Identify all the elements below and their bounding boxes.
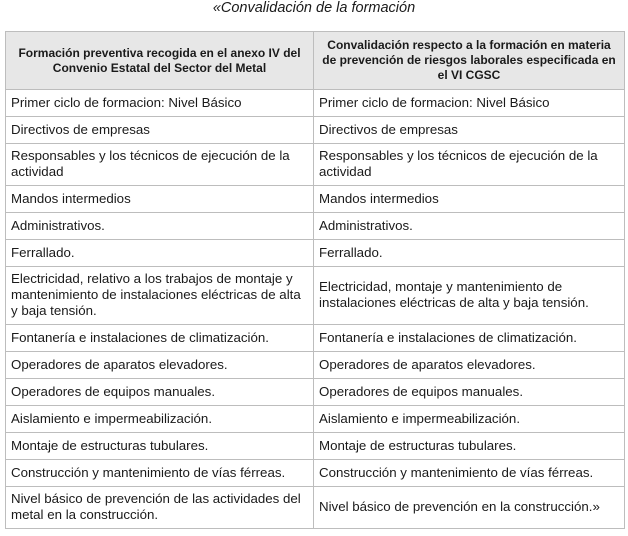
table-row [6,117,625,144]
metal-cell: Operadores de equipos manuales. [6,379,314,406]
metal-cell: Administrativos. [6,213,314,240]
cgsc-cell: Construcción y mantenimiento de vías férreas. [314,460,625,487]
cgsc-cell: Montaje de estructuras tubulares. [314,433,625,460]
header-metal-training: Formación preventiva recogida en el anexo IV del Convenio Estatal del Sector del Metal [6,32,314,90]
convalidation-table [5,31,625,529]
table-row [6,352,625,379]
header-cgsc-convalidation: Convalidación respecto a la formación en materia de prevención de riesgos laborales especificada en el VI CGSC [314,32,625,90]
cgsc-cell: Primer ciclo de formacion: Nivel Básico [314,90,625,117]
table-row [6,267,625,325]
cgsc-cell: Electricidad, montaje y mantenimiento de instalaciones eléctricas de alta y baja tensión. [314,267,625,325]
metal-cell: Nivel básico de prevención de las actividades del metal en la construcción. [6,487,314,529]
table-row [6,379,625,406]
metal-cell: Responsables y los técnicos de ejecución de la actividad [6,144,314,186]
metal-cell: Operadores de aparatos elevadores. [6,352,314,379]
cgsc-cell: Responsables y los técnicos de ejecución de la actividad [314,144,625,186]
cgsc-cell: Administrativos. [314,213,625,240]
table-row [6,90,625,117]
table-body [6,90,625,529]
table-row [6,213,625,240]
table-row [6,186,625,213]
cgsc-cell: Directivos de empresas [314,117,625,144]
cgsc-cell: Fontanería e instalaciones de climatización. [314,325,625,352]
metal-cell: Construcción y mantenimiento de vías férreas. [6,460,314,487]
cgsc-cell: Operadores de aparatos elevadores. [314,352,625,379]
table-caption: «Convalidación de la formación [212,0,416,16]
header-row [6,32,625,90]
table-row [6,460,625,487]
metal-cell: Aislamiento e impermeabilización. [6,406,314,433]
cgsc-cell: Operadores de equipos manuales. [314,379,625,406]
cgsc-cell: Nivel básico de prevención en la construcción.» [314,487,625,529]
metal-cell: Directivos de empresas [6,117,314,144]
table-row [6,144,625,186]
cgsc-cell: Mandos intermedios [314,186,625,213]
metal-cell: Mandos intermedios [6,186,314,213]
table-row [6,325,625,352]
metal-cell: Electricidad, relativo a los trabajos de montaje y mantenimiento de instalaciones eléctricas de alta y baja tensión. [6,267,314,325]
table-row [6,433,625,460]
table-row [6,406,625,433]
table-header [6,32,625,90]
table-row [6,240,625,267]
table-row [6,487,625,529]
metal-cell: Primer ciclo de formacion: Nivel Básico [6,90,314,117]
metal-cell: Montaje de estructuras tubulares. [6,433,314,460]
cgsc-cell: Aislamiento e impermeabilización. [314,406,625,433]
metal-cell: Ferrallado. [6,240,314,267]
cgsc-cell: Ferrallado. [314,240,625,267]
metal-cell: Fontanería e instalaciones de climatización. [6,325,314,352]
